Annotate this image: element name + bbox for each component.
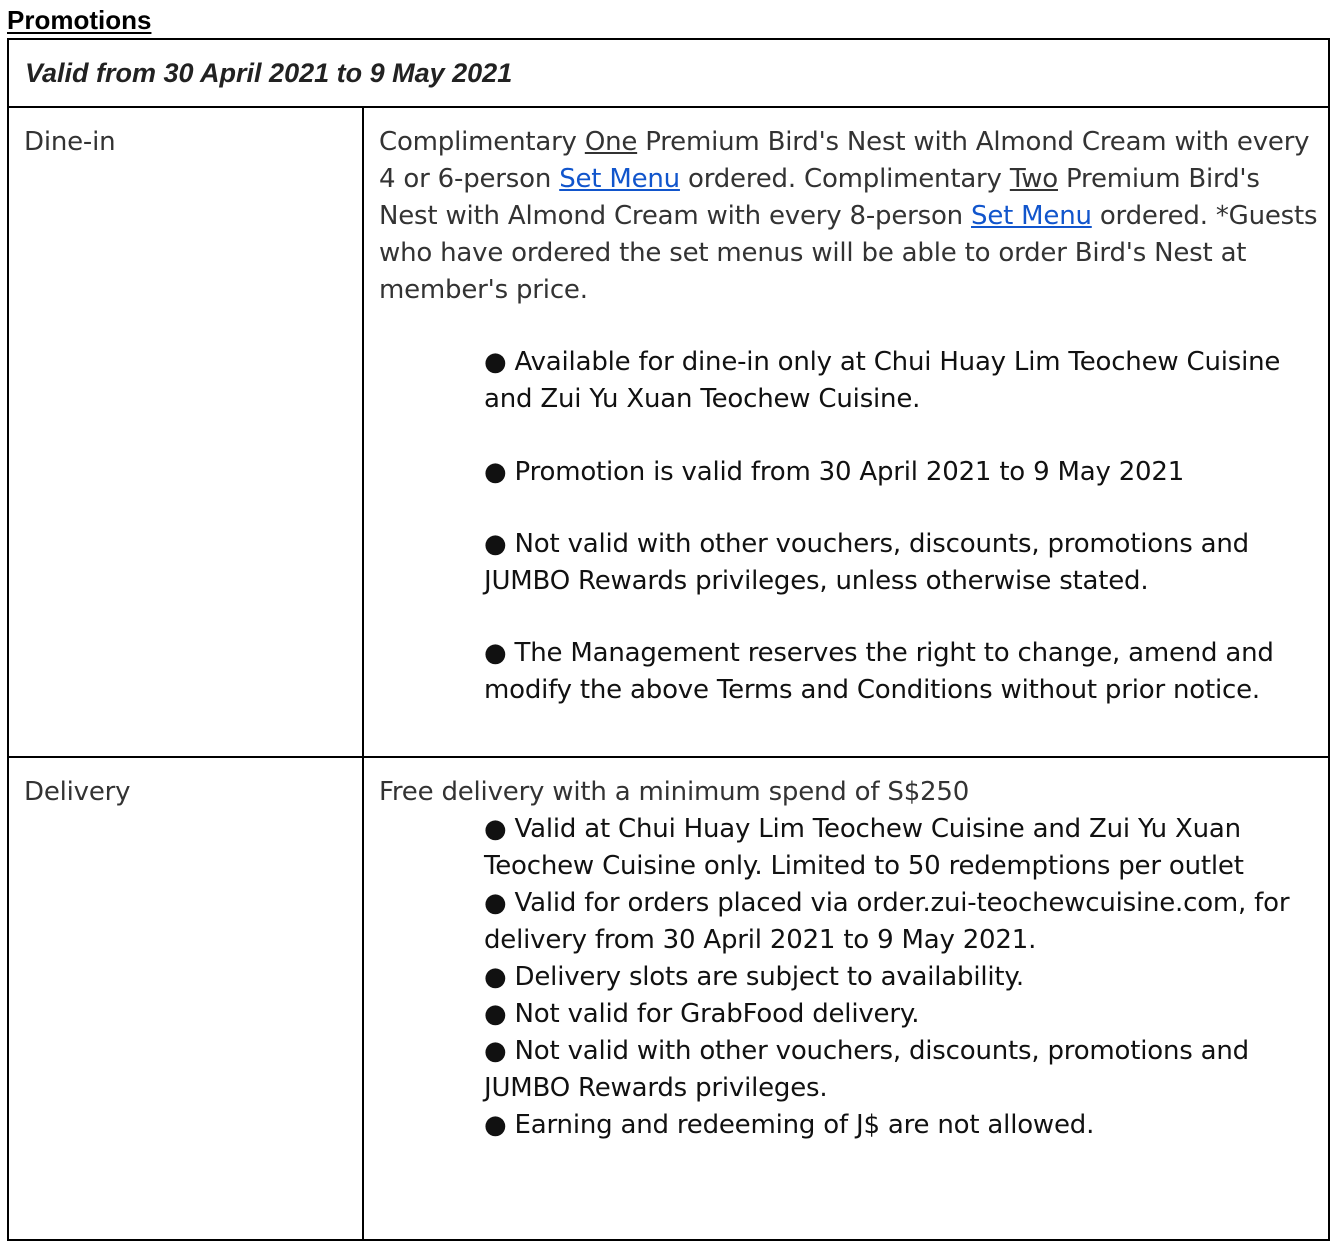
dine-in-text-part: Premium Bird's Nest with Almond Cream with every 8-person (379, 164, 1260, 231)
delivery-label: Delivery (24, 777, 131, 807)
validity-header: Valid from 30 April 2021 to 9 May 2021 (25, 58, 513, 88)
dine-in-text-part: Premium Bird's Nest with Almond Cream with every 4 or 6-person (379, 127, 1310, 194)
delivery-bullet: ● Not valid for GrabFood delivery. (484, 999, 920, 1029)
dine-in-text-part: ordered. *Guests who have ordered the set menus will be able to order Bird's Nest at member's price. (379, 201, 1318, 305)
one-emphasis: One (584, 127, 638, 157)
dine-in-label: Dine-in (24, 127, 116, 157)
delivery-description: Free delivery with a minimum spend of S$250 (379, 777, 970, 807)
page-title: Promotions (7, 5, 152, 35)
dine-in-text-part: Complimentary (379, 127, 585, 157)
dine-in-description (379, 124, 1324, 309)
dine-in-bullet: ● Available for dine-in only at Chui Huay Lim Teochew Cuisine and Zui Yu Xuan Teochew Cuisine. (484, 347, 1281, 414)
delivery-bullet: ● Delivery slots are subject to availability. (484, 962, 1024, 992)
dine-in-bullet: ● Not valid with other vouchers, discounts, promotions and JUMBO Rewards privileges, unless otherwise stated. (484, 529, 1249, 596)
dine-in-bullet: ● Promotion is valid from 30 April 2021 to 9 May 2021 (484, 457, 1185, 487)
set-menu-link[interactable]: Set Menu (971, 201, 1092, 231)
delivery-bullet: ● Valid at Chui Huay Lim Teochew Cuisine and Zui Yu Xuan Teochew Cuisine only. Limited to 50 redemptions per outlet (484, 814, 1244, 881)
header-row-divider (7, 106, 1330, 108)
row-divider (7, 756, 1330, 758)
column-divider (362, 106, 364, 1241)
delivery-bullet: ● Valid for orders placed via order.zui-teochewcuisine.com, for delivery from 30 April 2021 to 9 May 2021. (484, 888, 1290, 955)
two-emphasis: Two (1009, 164, 1058, 194)
dine-in-text-part: ordered. Complimentary (679, 164, 1010, 194)
delivery-bullets (484, 811, 1314, 1144)
delivery-bullet: ● Earning and redeeming of J$ are not allowed. (484, 1110, 1095, 1140)
set-menu-link[interactable]: Set Menu (559, 164, 680, 194)
dine-in-bullet: ● The Management reserves the right to change, amend and modify the above Terms and Conditions without prior notice. (484, 638, 1274, 705)
delivery-bullet: ● Not valid with other vouchers, discounts, promotions and JUMBO Rewards privileges. (484, 1036, 1249, 1103)
